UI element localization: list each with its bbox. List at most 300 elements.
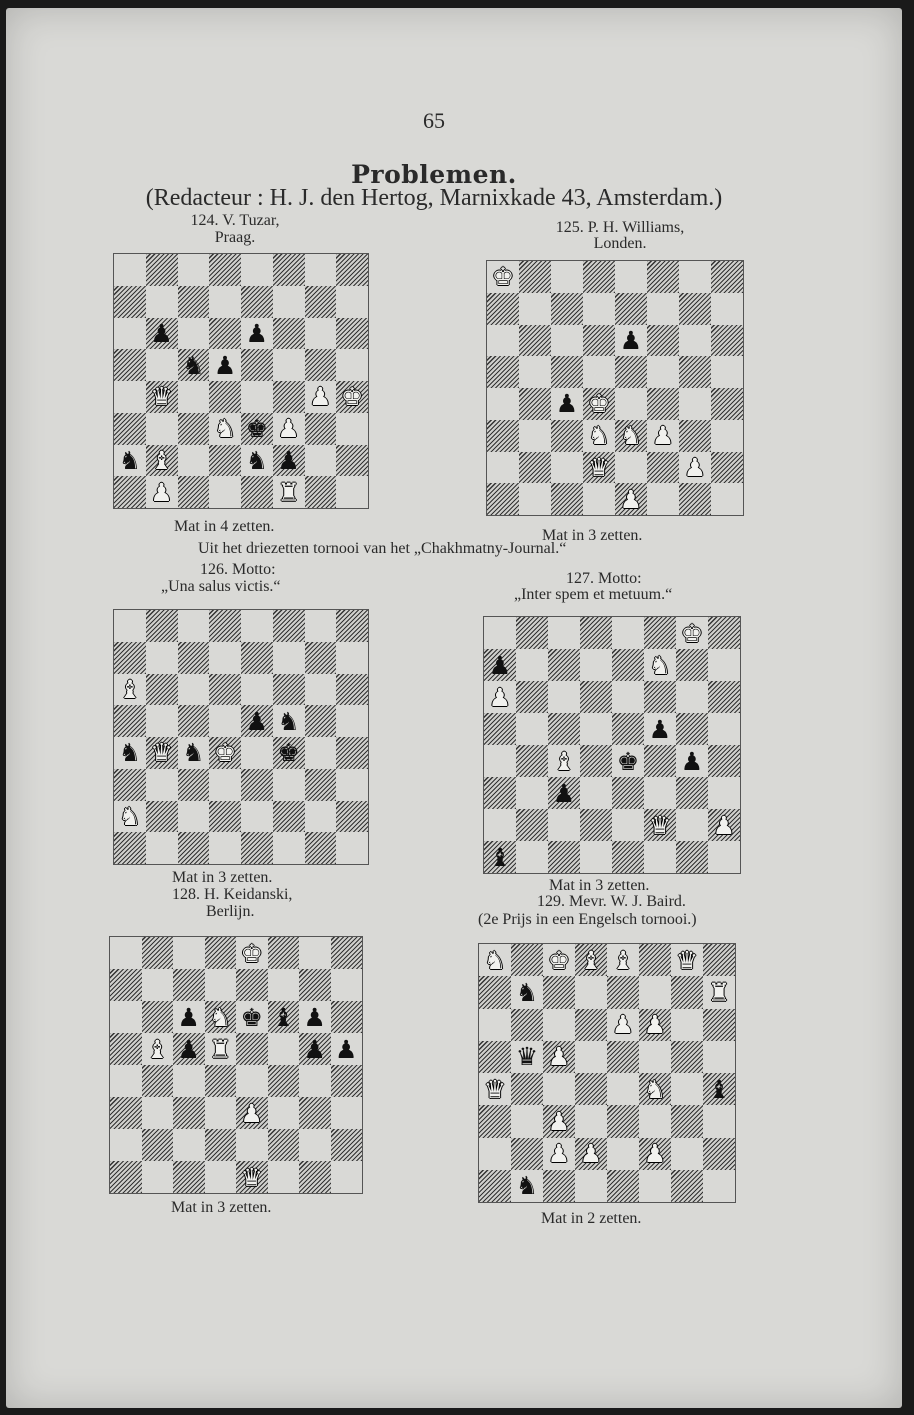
light-square	[273, 286, 305, 318]
problem-127-motto-label: 127. Motto:	[566, 570, 642, 587]
dark-square	[644, 745, 676, 777]
black-pawn-icon: ♟	[648, 714, 672, 744]
dark-square	[209, 674, 241, 706]
black-pawn-icon: ♟	[303, 1034, 326, 1064]
dark-square	[511, 1073, 543, 1105]
dark-square	[336, 445, 368, 477]
light-square	[639, 1041, 671, 1073]
problem-129-stipulation: Mat in 2 zetten.	[541, 1210, 642, 1227]
white-king-icon: ♚	[680, 618, 704, 648]
light-square	[305, 801, 337, 833]
dark-square	[110, 1161, 142, 1193]
dark-square	[671, 1170, 703, 1202]
problem-124-composer: 124. V. Tuzar,	[190, 212, 280, 229]
light-square	[519, 420, 551, 452]
dark-square	[114, 642, 146, 674]
light-square	[146, 832, 178, 864]
light-square	[146, 413, 178, 445]
dark-square	[519, 452, 551, 484]
light-square	[671, 1009, 703, 1041]
dark-square	[273, 674, 305, 706]
light-square	[580, 649, 612, 681]
problem-128-location: Berlijn.	[206, 903, 255, 920]
dark-square	[142, 1065, 174, 1097]
light-square	[178, 318, 210, 350]
dark-square	[331, 1129, 363, 1161]
light-square	[484, 809, 516, 841]
light-square	[209, 642, 241, 674]
white-pawn-icon: ♟	[150, 477, 173, 507]
dark-square	[241, 286, 273, 318]
light-square	[612, 681, 644, 713]
light-square	[205, 1161, 237, 1193]
dark-square	[114, 286, 146, 318]
light-square	[676, 809, 708, 841]
white-knight-icon: ♞	[648, 650, 672, 680]
white-pawn-icon: ♟	[611, 1010, 635, 1040]
light-square	[241, 801, 273, 833]
dark-square	[336, 801, 368, 833]
light-square	[679, 261, 711, 293]
dark-square	[209, 610, 241, 642]
light-square	[205, 1097, 237, 1129]
light-square	[519, 483, 551, 515]
dark-square	[209, 254, 241, 286]
white-queen-icon: ♛	[587, 452, 611, 482]
dark-square	[142, 1001, 174, 1033]
light-square	[612, 617, 644, 649]
white-knight-icon: ♞	[587, 421, 611, 451]
light-square	[146, 642, 178, 674]
black-knight-icon: ♞	[515, 1171, 539, 1201]
dark-square	[273, 254, 305, 286]
white-pawn-icon: ♟	[579, 1139, 603, 1169]
light-square	[679, 325, 711, 357]
white-bishop-icon: ♝	[118, 674, 142, 704]
light-square	[178, 254, 210, 286]
dark-square	[305, 642, 337, 674]
black-pawn-icon: ♟	[245, 318, 269, 348]
dark-square	[580, 681, 612, 713]
dark-square	[205, 1129, 237, 1161]
dark-square	[236, 969, 268, 1001]
light-square	[551, 452, 583, 484]
dark-square	[110, 1097, 142, 1129]
black-pawn-icon: ♟	[150, 318, 173, 348]
light-square	[173, 1129, 205, 1161]
dark-square	[676, 713, 708, 745]
light-square	[241, 737, 273, 769]
light-square	[580, 841, 612, 873]
dark-square	[708, 681, 740, 713]
black-bishop-icon: ♝	[272, 1002, 295, 1032]
light-square	[336, 705, 368, 737]
light-square	[336, 286, 368, 318]
light-square	[331, 1161, 363, 1193]
dark-square	[268, 937, 300, 969]
dark-square	[209, 801, 241, 833]
dark-square	[299, 1097, 331, 1129]
problem-128-composer: 128. H. Keidanski,	[172, 886, 293, 903]
dark-square	[548, 841, 580, 873]
black-pawn-icon: ♟	[680, 746, 704, 776]
dark-square	[575, 1073, 607, 1105]
light-square	[711, 420, 743, 452]
dark-square	[676, 649, 708, 681]
white-knight-icon: ♞	[209, 1002, 232, 1032]
dark-square	[543, 1170, 575, 1202]
dark-square	[178, 832, 210, 864]
white-king-icon: ♚	[587, 389, 611, 419]
dark-square	[607, 1170, 639, 1202]
dark-square	[336, 254, 368, 286]
dark-square	[205, 937, 237, 969]
light-square	[548, 809, 580, 841]
dark-square	[644, 681, 676, 713]
light-square	[647, 356, 679, 388]
white-queen-icon: ♛	[483, 1074, 507, 1104]
tourney-note: Uit het driezetten tornooi van het „Chakhmatny-Journal.“	[198, 540, 567, 557]
dark-square	[647, 261, 679, 293]
white-king-icon: ♚	[491, 262, 515, 292]
light-square	[336, 769, 368, 801]
dark-square	[511, 1138, 543, 1170]
dark-square	[583, 261, 615, 293]
dark-square	[639, 944, 671, 976]
black-knight-icon: ♞	[118, 738, 142, 768]
light-square	[114, 254, 146, 286]
light-square	[268, 969, 300, 1001]
dark-square	[241, 349, 273, 381]
dark-square	[703, 1138, 735, 1170]
dark-square	[575, 1009, 607, 1041]
dark-square	[647, 388, 679, 420]
dark-square	[615, 356, 647, 388]
dark-square	[487, 293, 519, 325]
dark-square	[516, 745, 548, 777]
black-pawn-icon: ♟	[619, 325, 643, 355]
dark-square	[268, 1129, 300, 1161]
dark-square	[703, 944, 735, 976]
white-pawn-icon: ♟	[643, 1139, 667, 1169]
dark-square	[114, 349, 146, 381]
light-square	[676, 681, 708, 713]
light-square	[548, 617, 580, 649]
light-square	[241, 610, 273, 642]
white-pawn-icon: ♟	[547, 1042, 571, 1072]
black-knight-icon: ♞	[515, 977, 539, 1007]
black-bishop-icon: ♝	[488, 842, 512, 872]
light-square	[703, 1170, 735, 1202]
dark-square	[209, 318, 241, 350]
light-square	[273, 642, 305, 674]
white-rook-icon: ♜	[707, 977, 731, 1007]
dark-square	[331, 937, 363, 969]
light-square	[209, 286, 241, 318]
light-square	[679, 388, 711, 420]
dark-square	[336, 318, 368, 350]
dark-square	[178, 286, 210, 318]
light-square	[305, 610, 337, 642]
light-square	[612, 809, 644, 841]
dark-square	[519, 261, 551, 293]
black-knight-icon: ♞	[277, 706, 300, 736]
dark-square	[305, 286, 337, 318]
dark-square	[146, 801, 178, 833]
dark-square	[511, 1009, 543, 1041]
dark-square	[273, 381, 305, 413]
dark-square	[479, 1105, 511, 1137]
light-square	[268, 1097, 300, 1129]
dark-square	[487, 420, 519, 452]
light-square	[487, 325, 519, 357]
editor-line: (Redacteur : H. J. den Hertog, Marnixkade 43, Amsterdam.)	[145, 185, 723, 211]
light-square	[575, 1041, 607, 1073]
dark-square	[711, 452, 743, 484]
black-pawn-icon: ♟	[488, 650, 512, 680]
light-square	[580, 777, 612, 809]
light-square	[142, 1097, 174, 1129]
white-king-icon: ♚	[547, 945, 571, 975]
light-square	[484, 617, 516, 649]
dark-square	[487, 483, 519, 515]
dark-square	[146, 674, 178, 706]
dark-square	[676, 841, 708, 873]
light-square	[543, 1073, 575, 1105]
light-square	[551, 261, 583, 293]
black-king-icon: ♚	[245, 414, 269, 444]
dark-square	[479, 1170, 511, 1202]
dark-square	[580, 745, 612, 777]
dark-square	[305, 349, 337, 381]
dark-square	[331, 1001, 363, 1033]
light-square	[209, 476, 241, 508]
light-square	[575, 976, 607, 1008]
dark-square	[305, 832, 337, 864]
black-pawn-icon: ♟	[177, 1002, 200, 1032]
light-square	[209, 705, 241, 737]
page-number: 65	[423, 108, 445, 133]
light-square	[644, 777, 676, 809]
black-knight-icon: ♞	[182, 738, 205, 768]
light-square	[273, 349, 305, 381]
dark-square	[516, 681, 548, 713]
dark-square	[551, 293, 583, 325]
dark-square	[679, 293, 711, 325]
dark-square	[583, 325, 615, 357]
white-queen-icon: ♛	[675, 945, 699, 975]
light-square	[639, 1170, 671, 1202]
white-pawn-icon: ♟	[643, 1010, 667, 1040]
light-square	[708, 841, 740, 873]
light-square	[268, 1033, 300, 1065]
light-square	[519, 356, 551, 388]
dark-square	[114, 832, 146, 864]
problem-126-motto-label: 126. Motto:	[200, 561, 276, 578]
dark-square	[479, 976, 511, 1008]
white-queen-icon: ♛	[150, 738, 173, 768]
light-square	[336, 413, 368, 445]
light-square	[331, 969, 363, 1001]
dark-square	[708, 617, 740, 649]
light-square	[178, 674, 210, 706]
white-bishop-icon: ♝	[611, 945, 635, 975]
dark-square	[703, 1009, 735, 1041]
light-square	[711, 356, 743, 388]
white-pawn-icon: ♟	[619, 484, 643, 514]
dark-square	[671, 1041, 703, 1073]
white-pawn-icon: ♟	[683, 452, 707, 482]
dark-square	[679, 483, 711, 515]
white-pawn-icon: ♟	[309, 382, 332, 412]
light-square	[146, 286, 178, 318]
light-square	[273, 769, 305, 801]
white-pawn-icon: ♟	[488, 682, 512, 712]
black-king-icon: ♚	[240, 1002, 263, 1032]
white-queen-icon: ♛	[150, 382, 173, 412]
problem-125-composer: 125. P. H. Williams,	[555, 219, 685, 236]
light-square	[110, 937, 142, 969]
dark-square	[487, 356, 519, 388]
dark-square	[607, 976, 639, 1008]
dark-square	[711, 325, 743, 357]
dark-square	[142, 1129, 174, 1161]
dark-square	[110, 1033, 142, 1065]
dark-square	[612, 713, 644, 745]
light-square	[241, 674, 273, 706]
problem-124-stipulation: Mat in 4 zetten.	[174, 518, 275, 535]
white-king-icon: ♚	[240, 938, 263, 968]
dark-square	[146, 610, 178, 642]
dark-square	[607, 1105, 639, 1137]
section-title: Problemen.	[351, 160, 517, 189]
white-queen-icon: ♛	[240, 1162, 263, 1192]
light-square	[708, 777, 740, 809]
dark-square	[114, 705, 146, 737]
light-square	[607, 1138, 639, 1170]
dark-square	[273, 610, 305, 642]
light-square	[114, 610, 146, 642]
light-square	[487, 388, 519, 420]
dark-square	[484, 713, 516, 745]
light-square	[479, 1138, 511, 1170]
dark-square	[305, 769, 337, 801]
light-square	[173, 1065, 205, 1097]
black-pawn-icon: ♟	[245, 706, 269, 736]
dark-square	[644, 617, 676, 649]
dark-square	[241, 476, 273, 508]
light-square	[583, 293, 615, 325]
black-pawn-icon: ♟	[335, 1034, 358, 1064]
light-square	[178, 381, 210, 413]
light-square	[336, 642, 368, 674]
dark-square	[305, 705, 337, 737]
light-square	[273, 832, 305, 864]
dark-square	[336, 737, 368, 769]
dark-square	[612, 649, 644, 681]
dark-square	[205, 1065, 237, 1097]
light-square	[516, 777, 548, 809]
white-knight-icon: ♞	[619, 421, 643, 451]
dark-square	[114, 413, 146, 445]
dark-square	[173, 1161, 205, 1193]
dark-square	[519, 388, 551, 420]
white-pawn-icon: ♟	[547, 1106, 571, 1136]
black-pawn-icon: ♟	[277, 445, 300, 475]
dark-square	[548, 649, 580, 681]
light-square	[110, 1001, 142, 1033]
light-square	[647, 483, 679, 515]
light-square	[703, 1041, 735, 1073]
black-knight-icon: ♞	[245, 445, 269, 475]
black-knight-icon: ♞	[118, 445, 142, 475]
dark-square	[607, 1041, 639, 1073]
light-square	[519, 293, 551, 325]
dark-square	[647, 452, 679, 484]
light-square	[487, 452, 519, 484]
dark-square	[612, 777, 644, 809]
dark-square	[178, 769, 210, 801]
light-square	[142, 969, 174, 1001]
light-square	[575, 1170, 607, 1202]
light-square	[708, 713, 740, 745]
dark-square	[114, 769, 146, 801]
black-king-icon: ♚	[616, 746, 640, 776]
dark-square	[178, 413, 210, 445]
light-square	[607, 1073, 639, 1105]
light-square	[209, 832, 241, 864]
dark-square	[551, 420, 583, 452]
light-square	[305, 254, 337, 286]
black-pawn-icon: ♟	[213, 350, 237, 380]
dark-square	[336, 674, 368, 706]
dark-square	[679, 356, 711, 388]
dark-square	[671, 976, 703, 1008]
dark-square	[479, 1041, 511, 1073]
light-square	[268, 1161, 300, 1193]
light-square	[241, 254, 273, 286]
light-square	[305, 737, 337, 769]
light-square	[711, 293, 743, 325]
white-bishop-icon: ♝	[579, 945, 603, 975]
black-knight-icon: ♞	[182, 350, 205, 380]
light-square	[336, 476, 368, 508]
dark-square	[336, 610, 368, 642]
light-square	[178, 610, 210, 642]
dark-square	[711, 261, 743, 293]
light-square	[114, 381, 146, 413]
chess-board-125	[486, 260, 744, 516]
light-square	[548, 681, 580, 713]
black-pawn-icon: ♟	[555, 389, 579, 419]
white-knight-icon: ♞	[213, 414, 237, 444]
light-square	[484, 745, 516, 777]
dark-square	[173, 969, 205, 1001]
light-square	[516, 649, 548, 681]
chess-board-124	[113, 253, 369, 509]
dark-square	[209, 381, 241, 413]
light-square	[142, 1161, 174, 1193]
white-bishop-icon: ♝	[150, 445, 173, 475]
dark-square	[273, 801, 305, 833]
problem-127-stipulation: Mat in 3 zetten.	[549, 877, 650, 894]
dark-square	[711, 388, 743, 420]
light-square	[146, 769, 178, 801]
dark-square	[484, 777, 516, 809]
light-square	[583, 356, 615, 388]
dark-square	[241, 642, 273, 674]
light-square	[178, 445, 210, 477]
